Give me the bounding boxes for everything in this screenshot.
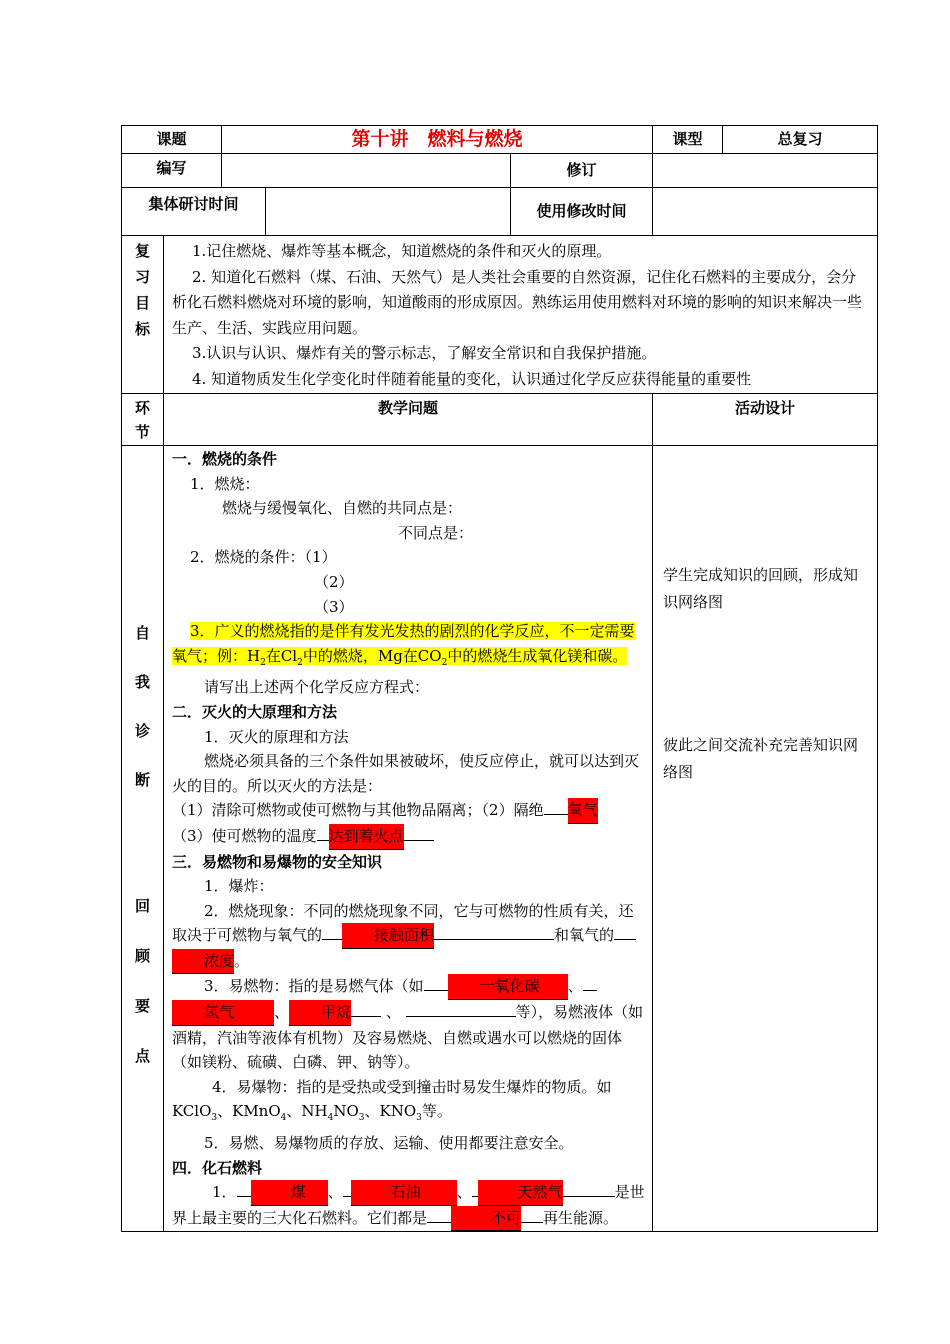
text: 再生能源。 <box>543 1208 619 1227</box>
answer-blank: 一氧化碳 <box>448 974 568 1000</box>
answer-blank: 达到着火点 <box>329 824 404 850</box>
separator: 、 <box>327 1183 343 1202</box>
hl-sub: 2 <box>297 657 303 668</box>
stage-char: 自 <box>134 624 150 642</box>
text-line: 不同点是： <box>398 523 474 542</box>
answer-blank: 石油 <box>351 1180 457 1206</box>
stage-char: 顾 <box>134 947 150 965</box>
goals-content <box>164 236 878 394</box>
author-value <box>222 154 511 188</box>
answer-blank: 煤 <box>251 1180 328 1206</box>
goals-char: 目 <box>134 294 150 312</box>
separator: 、 <box>274 1003 290 1022</box>
text: 3．易燃物：指的是易燃气体（如 <box>204 977 424 996</box>
text: 和氧气的 <box>554 926 615 945</box>
hl-text: 在Cl <box>265 646 298 665</box>
goal-item: 1.记住燃烧、爆炸等基本概念，知道燃烧的条件和灭火的原理。 <box>192 242 612 260</box>
stage-header-char: 节 <box>134 423 150 441</box>
goal-item: 3.认识与认识、爆炸有关的警示标志，了解安全常识和自我保护措施。 <box>192 344 657 362</box>
topic-label: 课题 <box>122 126 222 154</box>
text-paragraph <box>172 1075 646 1131</box>
text-line: 燃烧与缓慢氧化、自燃的共同点是： <box>222 499 463 518</box>
stage-char: 我 <box>134 673 150 691</box>
use-value <box>653 188 878 236</box>
revise-value <box>653 154 878 188</box>
teaching-content <box>164 446 653 1232</box>
topic-title-cell <box>222 126 653 154</box>
sub: 4 <box>280 1113 287 1124</box>
answer-blank: 不可 <box>451 1206 521 1232</box>
text: （3）使可燃物的温度 <box>172 826 317 845</box>
text: NO <box>333 1102 359 1121</box>
text-line <box>172 798 646 824</box>
stage-header-char: 环 <box>134 399 150 417</box>
goal-item: 2. 知道化石燃料（煤、石油、天然气）是人类社会重要的自然资源，记住化石燃料的主要成分，会分析化石燃料燃烧对环境的影响，知道酸雨的形成原因。熟练运用使用燃料对环境的影响的知识来解决一些生产、生活、实践应用问题。 <box>172 267 863 337</box>
text-line: 2．燃烧的条件：（1） <box>190 548 337 567</box>
section-title: 二．灭火的大原理和方法 <box>172 702 338 721</box>
text-line: 1．爆炸： <box>204 877 274 896</box>
activity-content <box>653 446 878 1232</box>
separator: 、 <box>385 1003 401 1022</box>
text-paragraph <box>172 974 646 1074</box>
text-line <box>172 824 646 850</box>
sub: 3 <box>358 1113 365 1124</box>
text: （1）清除可燃物或使可燃物与其他物品隔离；（2）隔绝 <box>172 801 544 820</box>
activity-header: 活动设计 <box>653 394 878 446</box>
section-title: 三．易燃物和易爆物的安全知识 <box>172 852 383 871</box>
text: 、NH <box>286 1102 328 1121</box>
stage-header <box>122 394 164 446</box>
text: 4．易爆物：指的是受热或受到撞击时易发生爆炸的物质。如KClO <box>172 1077 612 1121</box>
author-label: 编写 <box>122 154 222 188</box>
answer-blank: 甲烷 <box>289 1000 351 1026</box>
hl-text: 3．广义的燃烧指的是伴有发光发热的剧烈的化学反应，不一定需要氧气；例：H <box>172 622 635 665</box>
answer-blank: 氧气 <box>568 798 598 824</box>
sub: 4 <box>327 1113 334 1124</box>
revise-label: 修订 <box>511 154 653 188</box>
text-paragraph: 燃烧必须具备的三个条件如果被破坏，使反应停止，就可以达到灭火的目的。所以灭火的方法是： <box>172 752 640 795</box>
answer-blank: 接触面积 <box>342 923 434 949</box>
goals-char: 习 <box>134 268 150 286</box>
text-line: 1．燃烧： <box>190 474 260 493</box>
text-line: （3） <box>314 597 354 616</box>
separator: 、 <box>456 1183 472 1202</box>
stage-char: 诊 <box>134 722 150 740</box>
use-label: 使用修改时间 <box>511 188 653 236</box>
goals-char: 复 <box>134 242 150 260</box>
goals-label <box>122 236 164 394</box>
hl-text: 中的燃烧生成氧化镁和碳。 <box>447 646 628 665</box>
highlight-paragraph <box>172 619 646 675</box>
type-label: 课型 <box>653 126 723 154</box>
stage-column <box>122 446 164 1232</box>
type-value: 总复习 <box>723 126 878 154</box>
answer-blank: 氢气 <box>172 1000 274 1026</box>
text: 2．燃烧现象：不同的燃烧现象不同，它与可燃物的性质有关，还取决于可燃物与氧气的 <box>172 901 634 945</box>
text: 是世界上最主要的三大化石燃料。它们都是 <box>172 1183 645 1227</box>
text-line: 1．灭火的原理和方法 <box>204 727 349 746</box>
goals-char: 标 <box>134 320 150 338</box>
hl-sub: 2 <box>260 657 266 668</box>
research-value <box>266 188 511 236</box>
text-line: （2） <box>314 572 354 591</box>
section-title: 一．燃烧的条件 <box>172 450 278 468</box>
lesson-table <box>121 125 878 1232</box>
text: 等），易燃液体（如酒精，汽油等液体有机物）及容易燃烧、自燃或遇水可以燃烧的固体（如镁粉、硫磺、白磷、钾、钠等）。 <box>172 1003 644 1072</box>
text: 、KNO <box>364 1102 417 1121</box>
section-title: 四．化石燃料 <box>172 1158 263 1177</box>
stage-char: 点 <box>134 1047 150 1065</box>
stage-char: 断 <box>134 771 150 789</box>
text-line: 请写出上述两个化学反应方程式： <box>204 678 430 697</box>
sub: 3 <box>416 1113 422 1124</box>
lesson-plan <box>121 125 877 1232</box>
sub: 3 <box>211 1113 218 1124</box>
teaching-header: 教学问题 <box>164 394 653 446</box>
separator: 、 <box>567 977 583 996</box>
hl-text: 中的燃烧，Mg在CO <box>302 646 442 665</box>
page-title: 第十讲 燃料与燃烧 <box>351 128 523 150</box>
activity-item: 彼此之间交流补充完善知识网络图 <box>663 736 859 781</box>
answer-blank: 天然气 <box>478 1180 563 1206</box>
stage-char: 要 <box>134 997 150 1015</box>
answer-blank: 浓度 <box>172 949 234 975</box>
goal-item: 4. 知道物质发生化学变化时伴随着能量的变化，认识通过化学反应获得能量的重要性 <box>192 369 752 388</box>
text-paragraph <box>172 1180 646 1231</box>
text: 。 <box>234 951 250 970</box>
research-label: 集体研讨时间 <box>122 188 266 236</box>
activity-item: 学生完成知识的回顾，形成知识网络图 <box>663 566 859 611</box>
text-paragraph <box>172 899 646 975</box>
text: 1． <box>212 1183 237 1202</box>
hl-sub: 2 <box>441 657 448 668</box>
text: 等。 <box>421 1102 452 1121</box>
stage-char: 回 <box>134 897 150 915</box>
text: 、KMnO <box>217 1102 281 1121</box>
text-line: 5．易燃、易爆物质的存放、运输、使用都要注意安全。 <box>204 1134 574 1153</box>
